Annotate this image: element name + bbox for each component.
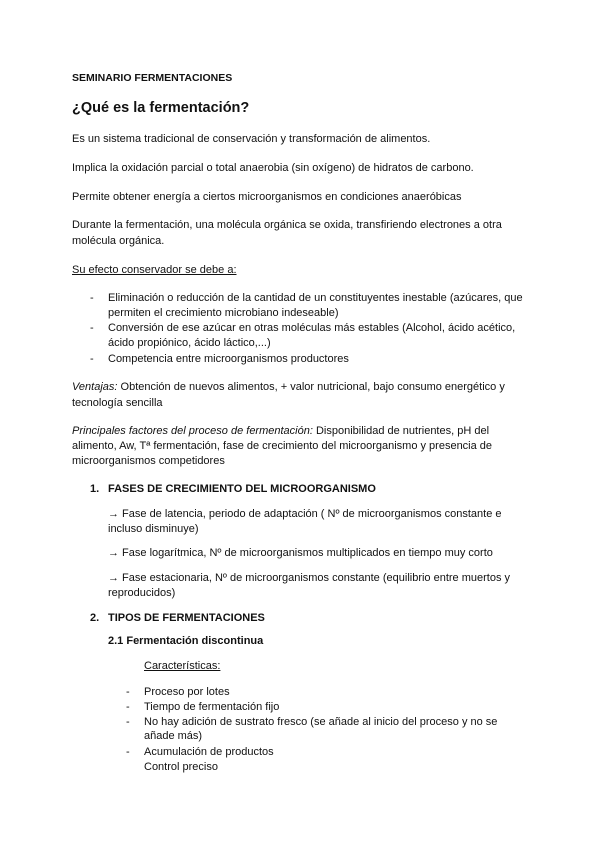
section-number: 2. — [90, 612, 100, 624]
bullet-dash: - — [90, 292, 94, 304]
section-subheading: Su efecto conservador se debe a: — [72, 264, 237, 276]
bullet-dash: - — [90, 322, 94, 334]
paragraph: Es un sistema tradicional de conservación y transformación de alimentos. — [72, 133, 431, 145]
phase-item: → Fase estacionaria, Nº de microorganismos constante (equilibrio entre muertos y — [108, 572, 511, 584]
factores-label: Principales factores del proceso de fermentación: — [72, 425, 313, 437]
section-title: FASES DE CRECIMIENTO DEL MICROORGANISMO — [108, 483, 376, 495]
section-number: 1. — [90, 483, 100, 495]
subsection-title: 2.1 Fermentación discontinua — [108, 635, 264, 647]
factores-text: alimento, Aw, Tª fermentación, fase de crecimiento del microorganismo y presencia de — [72, 440, 493, 452]
list-item: Control preciso — [144, 761, 218, 773]
ventajas-text: tecnología sencilla — [72, 397, 163, 409]
bullet-dash: - — [126, 701, 130, 713]
ventajas-text: Obtención de nuevos alimentos, + valor nutricional, bajo consumo energético y — [117, 381, 505, 393]
list-item: añade más) — [144, 730, 203, 742]
list-item: Tiempo de fermentación fijo — [144, 701, 280, 713]
phase-item: → Fase logarítmica, Nº de microorganismos multiplicados en tiempo muy corto — [108, 547, 493, 559]
bullet-dash: - — [126, 716, 130, 728]
ventajas-line — [72, 379, 505, 395]
list-item: Acumulación de productos — [144, 746, 274, 758]
phase-item: → Fase de latencia, periodo de adaptación ( Nº de microorganismos constante e — [108, 508, 502, 520]
bullet-dash: - — [90, 353, 94, 365]
phase-item: incluso disminuye) — [108, 523, 199, 535]
bullet-dash: - — [126, 746, 130, 758]
list-item: permiten el crecimiento microbiano indeseable) — [108, 307, 339, 319]
list-item: ácido propiónico, ácido láctico,...) — [108, 337, 271, 349]
doc-title: SEMINARIO FERMENTACIONES — [72, 72, 233, 84]
list-item: Eliminación o reducción de la cantidad de un constituyentes inestable (azúcares, que — [108, 292, 523, 304]
list-item: Competencia entre microorganismos productores — [108, 353, 349, 365]
page-heading: ¿Qué es la fermentación? — [72, 100, 250, 116]
factores-line — [72, 423, 489, 439]
paragraph: Durante la fermentación, una molécula orgánica se oxida, transfiriendo electrones a otra — [72, 219, 502, 231]
paragraph: Implica la oxidación parcial o total anaerobia (sin oxígeno) de hidratos de carbono. — [72, 162, 474, 174]
phase-item: reproducidos) — [108, 587, 176, 599]
bullet-dash: - — [126, 686, 130, 698]
factores-text: microorganismos competidores — [72, 455, 225, 467]
section-title: TIPOS DE FERMENTACIONES — [108, 612, 265, 624]
list-item: Conversión de ese azúcar en otras moléculas más estables (Alcohol, ácido acético, — [108, 322, 516, 334]
list-item: No hay adición de sustrato fresco (se añade al inicio del proceso y no se — [144, 716, 498, 728]
list-item: Proceso por lotes — [144, 686, 230, 698]
caracteristicas-heading: Características: — [144, 660, 221, 672]
paragraph: molécula orgánica. — [72, 235, 165, 247]
paragraph: Permite obtener energía a ciertos microorganismos en condiciones anaeróbicas — [72, 191, 462, 203]
ventajas-label: Ventajas: — [72, 381, 118, 393]
factores-text: Disponibilidad de nutrientes, pH del — [312, 425, 490, 437]
